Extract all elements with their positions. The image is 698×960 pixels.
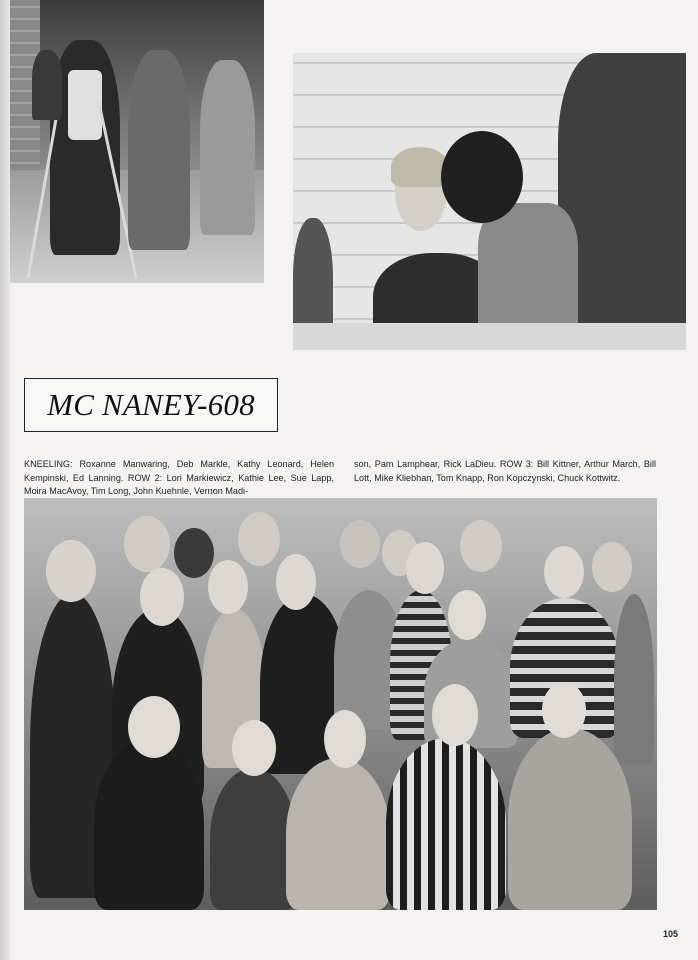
group-photo	[24, 498, 657, 910]
photo-head	[140, 568, 184, 626]
photo-head	[542, 682, 586, 738]
photo-figure	[293, 323, 686, 350]
photo-head	[46, 540, 96, 602]
photo-figure	[200, 60, 255, 235]
photo-head	[174, 528, 214, 578]
page-spine-shadow	[0, 0, 10, 960]
page-number: 105	[662, 929, 678, 939]
photo-head	[340, 520, 380, 568]
photo-figure	[286, 758, 390, 910]
photo-head	[544, 546, 584, 598]
photo-figure	[386, 738, 506, 910]
photo-head	[441, 131, 523, 223]
photo-figure	[508, 728, 632, 910]
photo-head	[592, 542, 632, 592]
photo-figure	[128, 50, 190, 250]
photo-head	[128, 696, 180, 758]
photo-head	[232, 720, 276, 776]
students-talking-photo	[293, 53, 686, 350]
hallway-photo	[10, 0, 264, 283]
photo-head	[124, 516, 170, 572]
homeroom-title-box	[24, 378, 278, 432]
photo-head	[208, 560, 248, 614]
photo-head	[448, 590, 486, 640]
photo-figure	[68, 70, 102, 140]
caption-column-right: son, Pam Lamphear, Rick LaDieu. ROW 3: Bill Kittner, Arthur March, Bill Lott, Mike Kliebhan, Tom Knapp, Ron Kopczynski, Chuck Kottwitz.	[354, 459, 656, 483]
homeroom-title: MC NANEY-608	[47, 387, 255, 422]
photo-figure	[94, 738, 204, 910]
photo-head	[406, 542, 444, 594]
photo-head	[432, 684, 478, 746]
photo-figure	[32, 50, 62, 120]
photo-head	[324, 710, 366, 768]
photo-figure	[210, 768, 296, 910]
caption-column-left: KNEELING: Roxanne Manwaring, Deb Markle, Kathy Leonard, Helen Kempinski, Ed Lanning. ROW 2: Lori Markiewicz, Kathie Lee, Sue Lapp, Moira MacAvoy, Tim Long, John Kuehnle, Vernon Madi-	[24, 459, 334, 497]
photo-head	[276, 554, 316, 610]
photo-head	[460, 520, 502, 572]
photo-figure	[614, 594, 654, 764]
photo-head	[238, 512, 280, 566]
